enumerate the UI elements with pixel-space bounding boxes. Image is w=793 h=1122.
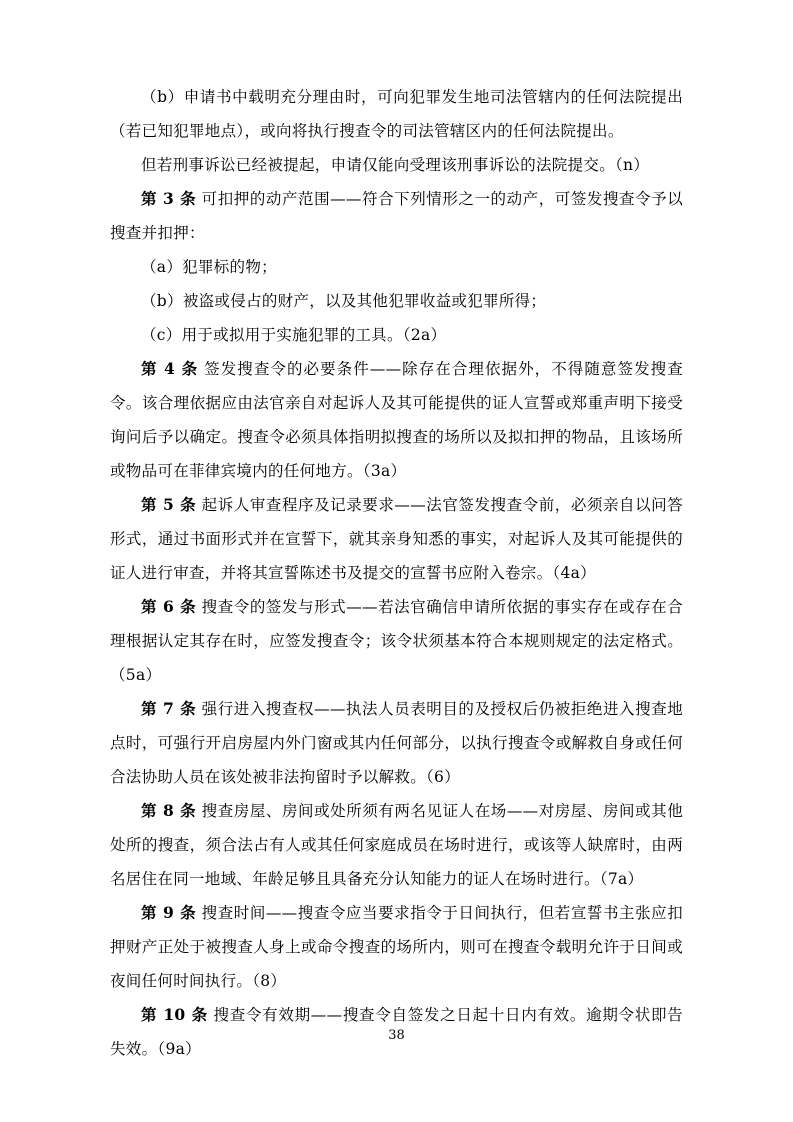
paragraph-text: 搜查令的签发与形式——若法官确信申请所依据的事实存在或存在合理根据认定其存在时，应签发搜查令；该令状须基本符合本规则规定的法定格式。（5a）: [110, 598, 684, 684]
document-body: [110, 80, 683, 1066]
paragraph-text: （b）申请书中载明充分理由时，可向犯罪发生地司法管辖内的任何法院提出（若已知犯罪地点），或向将执行搜查令的司法管辖区内的任何法院提出。: [110, 88, 683, 140]
section-number: 第 4 条: [141, 359, 199, 378]
paragraph: [110, 284, 683, 318]
section-number: 第 8 条: [141, 801, 197, 820]
paragraph: [110, 182, 683, 250]
section-number: 第 10 条: [141, 1005, 208, 1024]
paragraph-text: （b）被盗或侵占的财产，以及其他犯罪收益或犯罪所得；: [141, 292, 547, 310]
section-number: 第 6 条: [141, 597, 197, 616]
paragraph: [110, 352, 683, 488]
paragraph: [110, 488, 683, 590]
section-number: 第 5 条: [141, 495, 197, 514]
paragraph: [110, 692, 683, 794]
paragraph: [110, 590, 683, 692]
paragraph-text: 搜查令有效期——搜查令自签发之日起十日内有效。逾期令状即告失效。（9a）: [110, 1006, 683, 1058]
paragraph-text: 可扣押的动产范围——符合下列情形之一的动产，可签发搜查令予以搜查并扣押：: [110, 190, 684, 242]
section-number: 第 7 条: [141, 699, 197, 718]
page-number: 38: [388, 1028, 405, 1043]
paragraph: [110, 896, 683, 998]
paragraph-text: 签发搜查令的必要条件——除存在合理依据外，不得随意签发搜查令。该合理依据应由法官亲自对起诉人及其可能提供的证人宣誓或郑重声明下接受询问后予以确定。搜查令必须具体指明拟搜查的场所以及拟扣押的物品，且该场所或物品可在菲律宾境内的任何地方。（3a）: [110, 360, 683, 480]
paragraph-text: 搜查时间——搜查令应当要求指令于日间执行，但若宣誓书主张应扣押财产正处于被搜查人身上或命令搜查的场所内，则可在搜查令载明允许于日间或夜间任何时间执行。（8）: [110, 904, 684, 990]
paragraph-text: 起诉人审查程序及记录要求——法官签发搜查令前，必须亲自以问答形式，通过书面形式并在宣誓下，就其亲身知悉的事实，对起诉人及其可能提供的证人进行审查，并将其宣誓陈述书及提交的宣誓书应附入卷宗。（4a）: [110, 496, 684, 582]
paragraph: [110, 250, 683, 284]
section-number: 第 9 条: [141, 903, 197, 922]
paragraph: [110, 794, 683, 896]
paragraph: [110, 148, 683, 182]
paragraph: [110, 318, 683, 352]
paragraph-text: （c）用于或拟用于实施犯罪的工具。（2a）: [141, 326, 447, 344]
paragraph-text: 强行进入搜查权——执法人员表明目的及授权后仍被拒绝进入搜查地点时，可强行开启房屋内外门窗或其内任何部分，以执行搜查令或解救自身或任何合法协助人员在该处被非法拘留时予以解救。（6）: [110, 700, 684, 786]
paragraph-text: 但若刑事诉讼已经被提起，申请仅能向受理该刑事诉讼的法院提交。（n）: [141, 156, 650, 174]
section-number: 第 3 条: [141, 189, 197, 208]
paragraph-text: 搜查房屋、房间或处所须有两名见证人在场——对房屋、房间或其他处所的搜查，须合法占有人或其任何家庭成员在场时进行，或该等人缺席时，由两名居住在同一地域、年龄足够且具备充分认知能力的证人在场时进行。（7a）: [110, 802, 684, 888]
paragraph: [110, 80, 683, 148]
paragraph-text: （a）犯罪标的物；: [141, 258, 277, 276]
